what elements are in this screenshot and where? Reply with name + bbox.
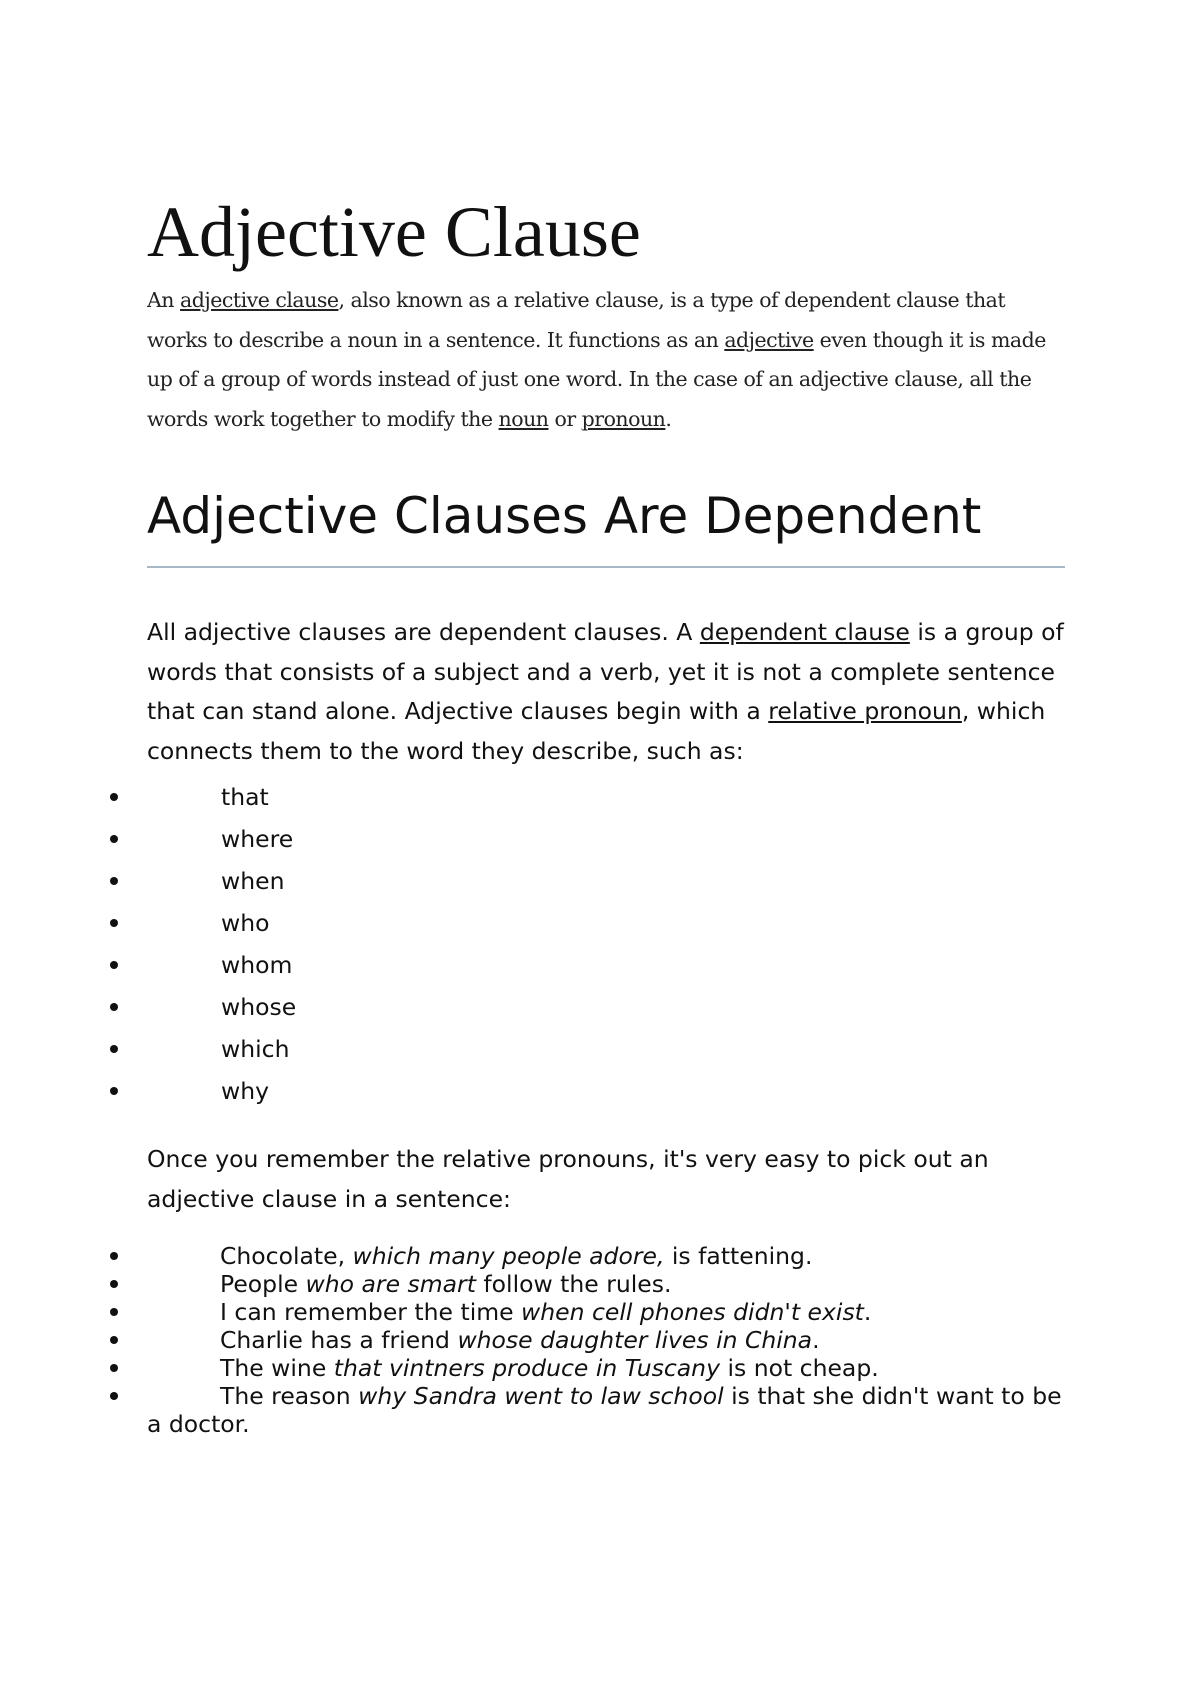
- dependent-clause-paragraph: [147, 613, 1077, 771]
- dependent-clause-link[interactable]: dependent clause: [699, 618, 910, 646]
- intro-text: or: [548, 406, 582, 431]
- example-sentence: [0, 1354, 1067, 1382]
- sentence-text: Charlie has a friend: [220, 1326, 458, 1354]
- example-sentence-list: [0, 1242, 1200, 1438]
- list-item-text: why: [221, 1077, 270, 1105]
- relative-pronoun-link[interactable]: relative pronoun: [768, 697, 962, 725]
- sentence-text: Chocolate,: [220, 1242, 353, 1270]
- list-item: [0, 860, 1200, 902]
- bullet-icon: [110, 1045, 118, 1053]
- list-item: [0, 818, 1200, 860]
- adjective-clause-text: why Sandra went to law school: [358, 1382, 724, 1410]
- para-text: is a group of words that consists of a subject and a verb, yet it is not a complete sentence that can stand alone. Adjective clauses begin with a: [147, 618, 1064, 725]
- adjective-clause-text: that vintners produce in Tuscany: [333, 1354, 720, 1382]
- list-item-text: whose: [221, 993, 297, 1021]
- bullet-icon: [110, 961, 118, 969]
- example-sentence: [0, 1326, 1067, 1354]
- relative-pronoun-list: [0, 776, 1200, 1112]
- document-title: Adjective Clause: [147, 192, 641, 272]
- list-item: [0, 1382, 1200, 1438]
- list-item-text: where: [221, 825, 294, 853]
- list-item-text: when: [221, 867, 285, 895]
- example-sentence: [0, 1382, 1067, 1438]
- sentence-text: .: [863, 1298, 872, 1326]
- sentence-text: is fattening.: [664, 1242, 813, 1270]
- intro-text: even though it is made up of a group of words instead of just one word. In the case of an adjective clause, all the words work together to modify the: [147, 327, 1046, 431]
- list-item: [0, 1270, 1200, 1298]
- bullet-icon: [110, 1252, 118, 1260]
- adjective-link[interactable]: adjective: [724, 327, 814, 352]
- list-item: [0, 1028, 1200, 1070]
- list-item: [0, 986, 1200, 1028]
- sentence-text: The wine: [220, 1354, 334, 1382]
- heading-divider: [147, 566, 1065, 568]
- list-item-text: who: [221, 909, 270, 937]
- intro-text: .: [665, 406, 672, 431]
- bullet-icon: [110, 1336, 118, 1344]
- adjective-clause-text: whose daughter lives in China: [457, 1326, 813, 1354]
- sentence-text: is that she didn't want to be a doctor.: [147, 1382, 1062, 1438]
- adjective-clause-text: when cell phones didn't exist: [521, 1298, 864, 1326]
- adjective-clause-text: which many people adore,: [352, 1242, 665, 1270]
- bullet-icon: [110, 793, 118, 801]
- intro-paragraph: [147, 281, 1067, 439]
- bullet-icon: [110, 1392, 118, 1400]
- sentence-text: follow the rules.: [475, 1270, 672, 1298]
- list-item: [0, 1354, 1200, 1382]
- examples-intro-paragraph: Once you remember the relative pronouns, it's very easy to pick out an adjective clause in a sentence:: [147, 1145, 989, 1213]
- list-item-text: that: [221, 783, 269, 811]
- intro-text: An: [147, 288, 181, 312]
- list-item: [0, 902, 1200, 944]
- bullet-icon: [110, 1364, 118, 1372]
- bullet-icon: [110, 1308, 118, 1316]
- bullet-icon: [110, 919, 118, 927]
- noun-link[interactable]: noun: [498, 406, 549, 431]
- sentence-text: I can remember the time: [220, 1298, 522, 1326]
- sentence-text: People: [220, 1270, 306, 1298]
- bullet-icon: [110, 877, 118, 885]
- para-text: All adjective clauses are dependent clauses. A: [147, 618, 700, 646]
- sentence-text: is not cheap.: [719, 1354, 879, 1382]
- adjective-clause-text: who are smart: [305, 1270, 476, 1298]
- pronoun-link[interactable]: pronoun: [581, 406, 666, 431]
- example-sentence: [0, 1270, 1067, 1298]
- example-sentence: [0, 1298, 1067, 1326]
- list-item: [0, 1070, 1200, 1112]
- intro-text: , also known as a relative clause, is a type of dependent clause that works to describe a noun in a sentence. It functions as an: [147, 288, 1006, 352]
- list-item: [0, 944, 1200, 986]
- bullet-icon: [110, 835, 118, 843]
- bullet-icon: [110, 1087, 118, 1095]
- sentence-text: .: [812, 1326, 820, 1354]
- list-item: [0, 1298, 1200, 1326]
- para-text: , which connects them to the word they describe, such as:: [147, 697, 1046, 765]
- adjective-clause-link[interactable]: adjective clause: [180, 288, 339, 312]
- bullet-icon: [110, 1003, 118, 1011]
- example-sentence: [0, 1242, 1067, 1270]
- list-item: [0, 1242, 1200, 1270]
- section-heading: Adjective Clauses Are Dependent: [147, 487, 982, 545]
- list-item: [0, 1326, 1200, 1354]
- bullet-icon: [110, 1280, 118, 1288]
- list-item-text: whom: [221, 951, 293, 979]
- list-item: [0, 776, 1200, 818]
- list-item-text: which: [221, 1035, 290, 1063]
- sentence-text: The reason: [220, 1382, 359, 1410]
